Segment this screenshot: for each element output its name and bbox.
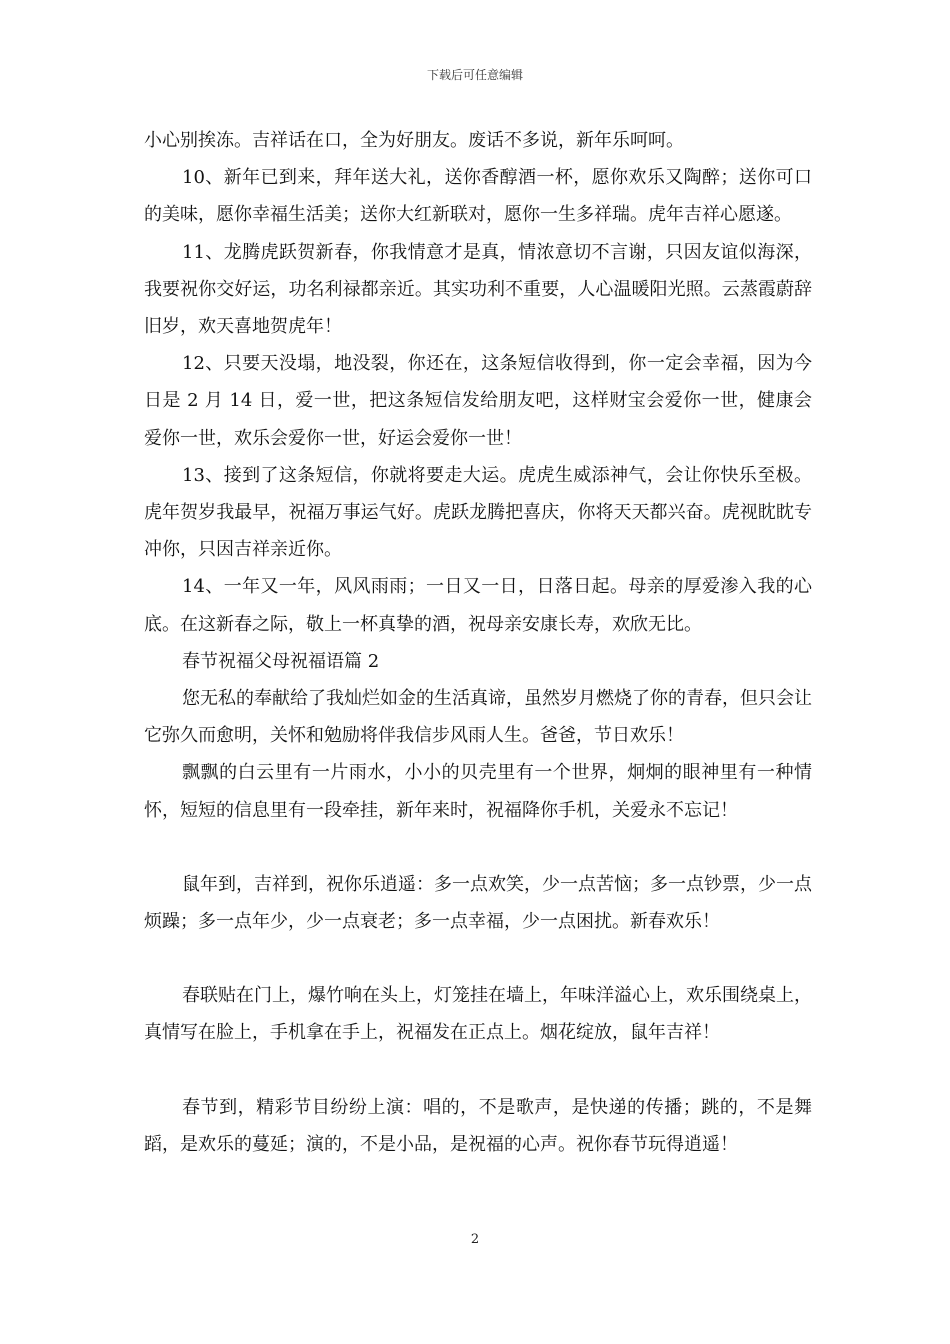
section-heading: 春节祝福父母祝福语篇 2 — [182, 650, 380, 672]
document-body — [144, 122, 812, 1163]
blank-line — [144, 829, 812, 866]
paragraph-item-12: 12、只要天没塌，地没裂，你还在，这条短信收得到，你一定会幸福，因为今日是 2 月 14 日，爱一世，把这条短信发给朋友吧，这样财宝会爱你一世，健康会爱你一世，欢乐会爱你一世，好运会爱你一世！ — [144, 353, 812, 449]
paragraph-item-13: 13、接到了这条短信，你就将要走大运。虎虎生威添神气，会让你快乐至极。虎年贺岁我最早，祝福万事运气好。虎跃龙腾把喜庆，你将天天都兴奋。虎视眈眈专冲你，只因吉祥亲近你。 — [144, 464, 812, 561]
paragraph-item-11: 11、龙腾虎跃贺新春，你我情意才是真，情浓意切不言谢，只因友谊似海深，我要祝你交好运，功名利禄都亲近。其实功利不重要，人心温暖阳光照。云蒸霞蔚辞旧岁，欢天喜地贺虎年！ — [144, 241, 812, 338]
page-number: 2 — [470, 1232, 480, 1247]
blank-line — [144, 940, 812, 977]
paragraph-item-10: 10、新年已到来，拜年送大礼，送你香醇酒一杯，愿你欢乐又陶醉；送你可口的美味，愿你幸福生活美；送你大红新联对，愿你一生多祥瑞。虎年吉祥心愿遂。 — [144, 167, 812, 226]
paragraph-couplets-greeting: 春联贴在门上，爆竹响在头上，灯笼挂在墙上，年味洋溢心上，欢乐围绕桌上，真情写在脸上，手机拿在手上，祝福发在正点上。烟花绽放，鼠年吉祥！ — [144, 985, 812, 1044]
page-header: 下载后可任意编辑 — [426, 68, 523, 82]
paragraph-father-greeting: 您无私的奉献给了我灿烂如金的生活真谛，虽然岁月燃烧了你的青春，但只会让它弥久而愈明，关怀和勉励将伴我信步风雨人生。爸爸，节日欢乐！ — [144, 688, 812, 747]
paragraph-item-14: 14、一年又一年，风风雨雨；一日又一日，日落日起。母亲的厚爱渗入我的心底。在这新春之际，敬上一杯真挚的酒，祝母亲安康长寿，欢欣无比。 — [144, 576, 812, 635]
blank-line — [144, 1052, 812, 1089]
paragraph-continuation: 小心别挨冻。吉祥话在口，全为好朋友。废话不多说，新年乐呵呵。 — [144, 130, 684, 151]
paragraph-festival-show-greeting: 春节到，精彩节目纷纷上演：唱的，不是歌声，是快递的传播；跳的，不是舞蹈，是欢乐的蔓延；演的，不是小品，是祝福的心声。祝你春节玩得逍遥！ — [144, 1096, 812, 1155]
paragraph-clouds-greeting: 飘飘的白云里有一片雨水，小小的贝壳里有一个世界，炯炯的眼神里有一种情怀，短短的信息里有一段牵挂，新年来时，祝福降你手机，关爱永不忘记！ — [144, 762, 812, 821]
paragraph-rat-year-greeting: 鼠年到，吉祥到，祝你乐逍遥：多一点欢笑，少一点苦恼；多一点钞票，少一点烦躁；多一点年少，少一点衰老；多一点幸福，少一点困扰。新春欢乐！ — [144, 873, 812, 933]
